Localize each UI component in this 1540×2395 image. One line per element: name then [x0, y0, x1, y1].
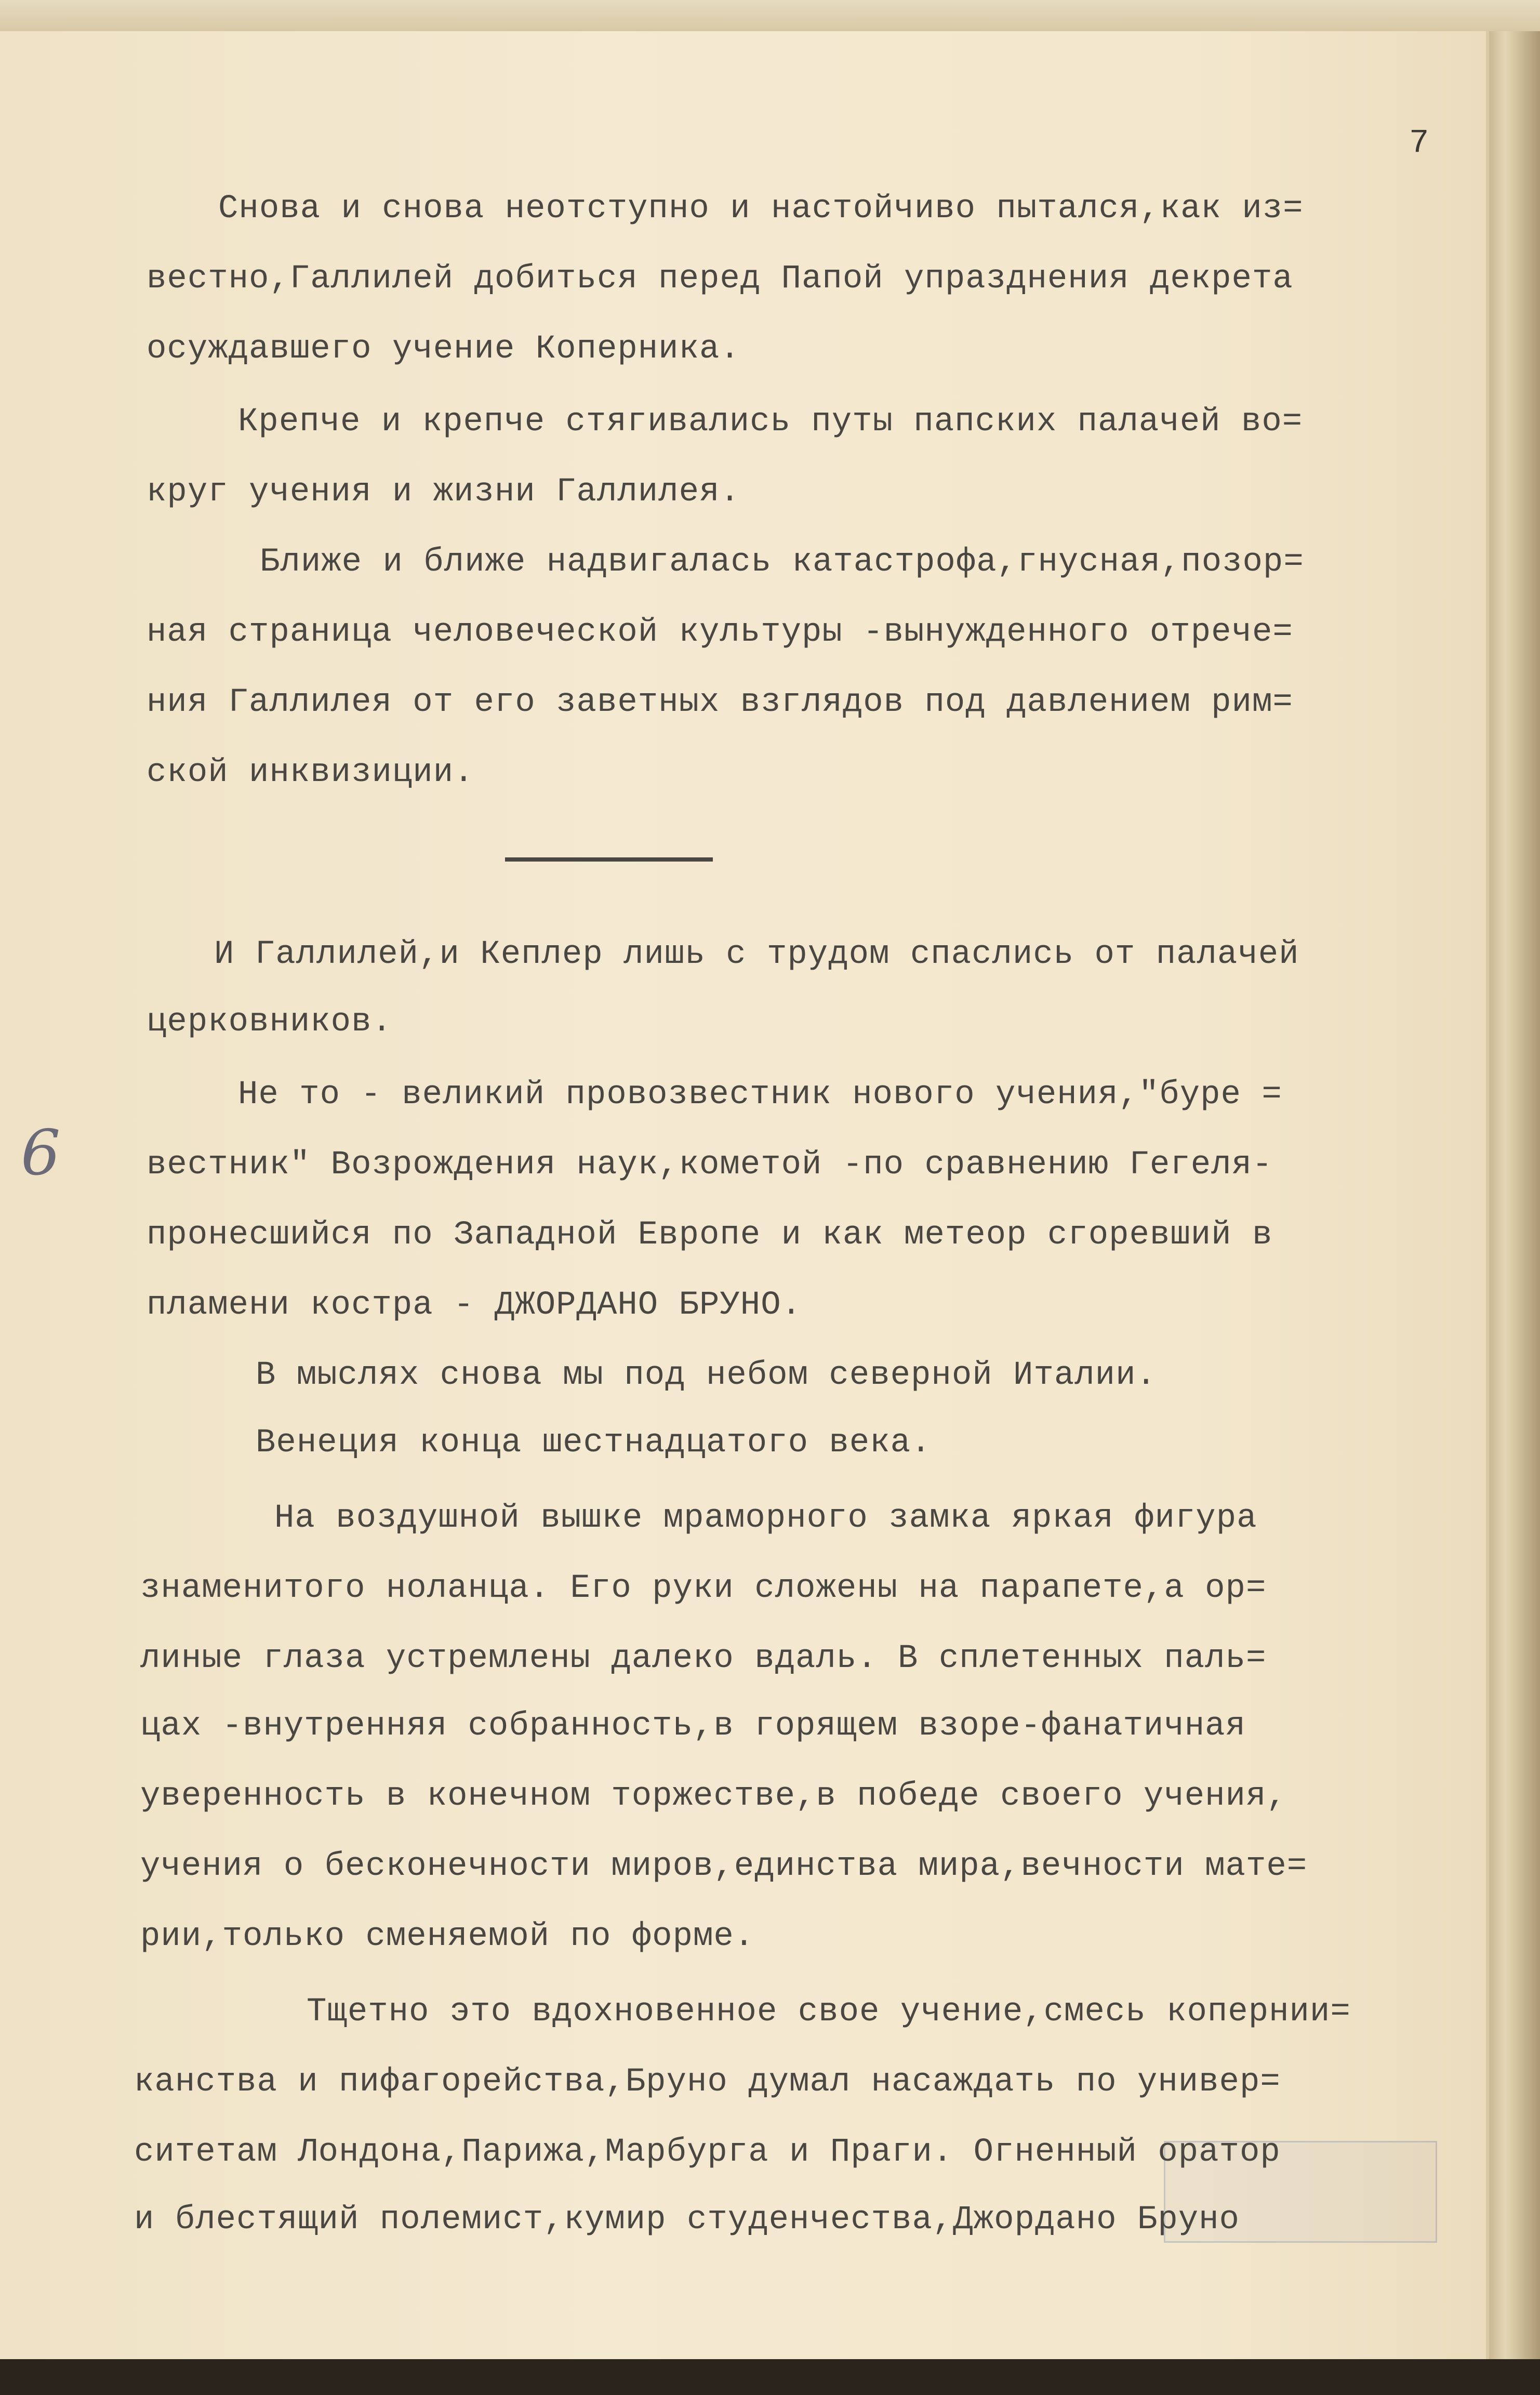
text-line: ния Галлилея от его заветных взглядов под давлением рим= [147, 684, 1293, 721]
text-line: На воздушной вышке мраморного замка яркая фигура [274, 1500, 1257, 1537]
text-line: ная страница человеческой культуры -вынужденного отрече= [147, 614, 1293, 651]
stacked-pages-edge [1490, 31, 1540, 2359]
text-line: цах -внутренняя собранность,в горящем взоре-фанатичная [140, 1708, 1246, 1745]
text-line: рии,только сменяемой по форме. [140, 1918, 755, 1955]
text-line: ситетам Лондона,Парижа,Марбурга и Праги. Огненный оратор [134, 2134, 1281, 2171]
text-line: вестник" Возрождения наук,кометой -по сравнению Гегеля- [147, 1146, 1273, 1184]
text-line: осуждавшего учение Коперника. [147, 330, 740, 368]
text-line: уверенность в конечном торжестве,в победе своего учения, [140, 1778, 1287, 1815]
text-line: Ближе и ближе надвигалась катастрофа,гнусная,позор= [260, 544, 1304, 581]
text-line: пронесшийся по Западной Европе и как метеор сгоревший в [147, 1216, 1273, 1254]
text-line: пламени костра - ДЖОРДАНО БРУНО. [147, 1287, 802, 1324]
text-line: Венеция конца шестнадцатого века. [256, 1424, 932, 1462]
text-line: круг учения и жизни Галлилея. [147, 473, 740, 511]
text-line: вестно,Галлилей добиться перед Папой упразднения декрета [147, 260, 1293, 298]
text-line: Крепче и крепче стягивались путы папских палачей во= [238, 403, 1303, 441]
text-line: И Галлилей,и Кеплер лишь с трудом спаслись от палачей [214, 936, 1299, 973]
underlying-page-edge [0, 0, 1540, 31]
section-divider [505, 857, 713, 862]
text-line: Не то - великий провозвестник нового учения,"буре = [238, 1076, 1282, 1114]
text-line: и блестящий полемист,кумир студенчества,Джордано Бруно [134, 2201, 1240, 2239]
text-line: учения о бесконечности миров,единства мира,вечности мате= [140, 1848, 1308, 1885]
text-line: В мыслях снова мы под небом северной Италии. [256, 1357, 1157, 1394]
text-line: знаменитого ноланца. Его руки сложены на парапете,а ор= [140, 1570, 1267, 1607]
margin-handwritten-note: 6 [21, 1117, 61, 1189]
text-line: канства и пифагорейства,Бруно думал насаждать по универ= [134, 2063, 1281, 2101]
scan-bottom-border [0, 2359, 1540, 2395]
page-number: 7 [1409, 125, 1429, 162]
text-line: ской инквизиции. [147, 754, 474, 791]
text-line: Снова и снова неотступно и настойчиво пытался,как из= [218, 190, 1304, 228]
text-line: Тщетно это вдохновенное свое учение,смесь копернии= [307, 1993, 1351, 2031]
text-line: линые глаза устремлены далеко вдаль. В сплетенных паль= [140, 1640, 1267, 1677]
text-line: церковников. [147, 1003, 392, 1041]
